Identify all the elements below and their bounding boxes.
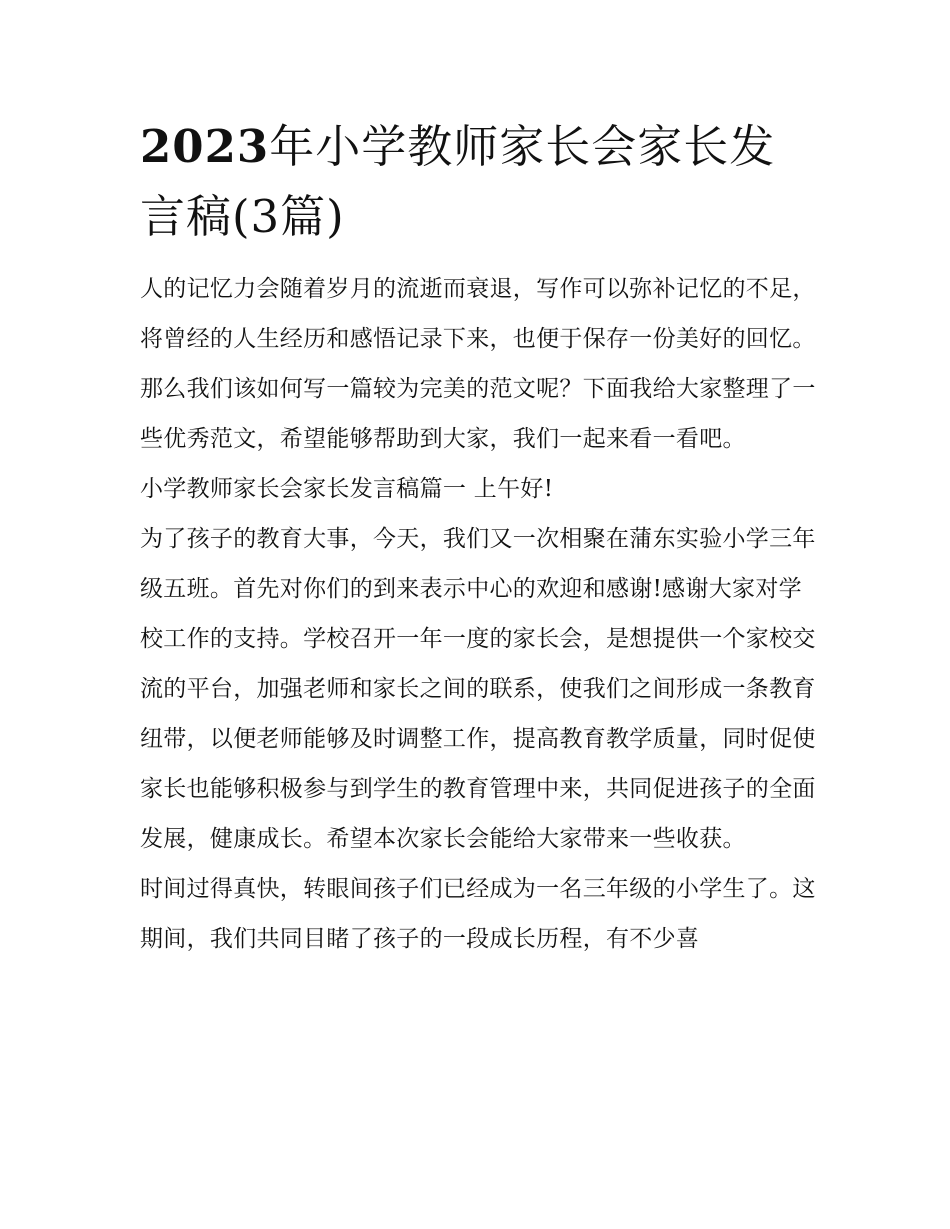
paragraph-body-1: 为了孩子的教育大事，今天，我们又一次相聚在蒲东实验小学三年级五班。首先对你们的到来表示中心的欢迎和感谢!感谢大家对学校工作的支持。学校召开一年一度的家长会，是想提供一个家校交流的平台，加强老师和家长之间的联系，使我们之间形成一条教育纽带，以便老师能够及时调整工作，提高教育教学质量，同时促使家长也能够积极参与到学生的教育管理中来，共同促进孩子的全面发展，健康成长。希望本次家长会能给大家带来一些收获。 xyxy=(140,526,816,852)
paragraph-intro: 人的记忆力会随着岁月的流逝而衰退，写作可以弥补记忆的不足，将曾经的人生经历和感悟记录下来，也便于保存一份美好的回忆。那么我们该如何写一篇较为完美的范文呢？下面我给大家整理了一些优秀范文，希望能够帮助到大家，我们一起来看一看吧。 xyxy=(140,276,816,452)
document-title: 2023年小学教师家长会家长发言稿(3篇) xyxy=(140,120,776,243)
document-page xyxy=(140,112,816,964)
paragraph-section-heading: 小学教师家长会家长发言稿篇一 上午好! xyxy=(140,476,554,502)
paragraph-body-2: 时间过得真快，转眼间孩子们已经成为一名三年级的小学生了。这期间，我们共同目睹了孩子的一段成长历程，有不少喜 xyxy=(140,876,816,952)
